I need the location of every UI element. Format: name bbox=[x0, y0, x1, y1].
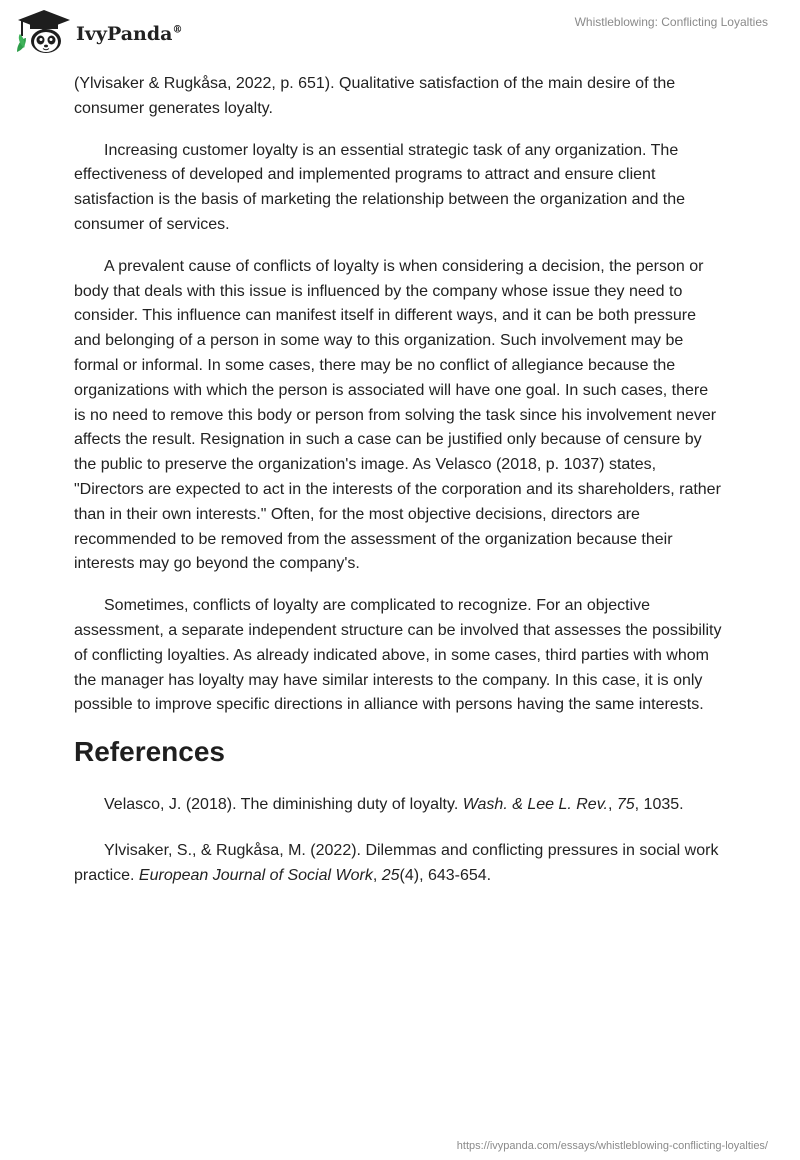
body-paragraph: (Ylvisaker & Rugkåsa, 2022, p. 651). Qualitative satisfaction of the main desire of the consumer generates loyalty. bbox=[74, 75, 676, 117]
document-title: Whistleblowing: Conflicting Loyalties bbox=[574, 15, 768, 29]
source-url[interactable]: https://ivypanda.com/essays/whistleblowing-conflicting-loyalties/ bbox=[456, 1140, 768, 1152]
body-paragraph: Sometimes, conflicts of loyalty are complicated to recognize. For an objective assessment, a separate independent structure can be involved that assesses the possibility of conflicting loyalties. As already indicated above, in some cases, third parties with whom the manager has loyalty may have similar interests to the company. In this case, it is only possible to improve specific directions in alliance with persons having the same interests. bbox=[74, 597, 722, 714]
ivypanda-logo[interactable] bbox=[14, 8, 182, 54]
essay-content bbox=[74, 72, 724, 910]
page-header bbox=[0, 0, 800, 66]
reference-item: Velasco, J. (2018). The diminishing duty of loyalty. Wash. & Lee L. Rev., 75, 1035. bbox=[104, 796, 684, 814]
logo-wordmark: IvyPanda® bbox=[76, 23, 183, 45]
panda-graduate-icon bbox=[14, 8, 70, 54]
body-paragraph: Increasing customer loyalty is an essential strategic task of any organization. The effectiveness of developed and implemented programs to attract and ensure client satisfaction is the basis of marketing the relationship between the organization and the consumer of services. bbox=[74, 141, 686, 233]
body-paragraph: A prevalent cause of conflicts of loyalty is when considering a decision, the person or body that deals with this issue is influenced by the company whose issue they need to consider. This influence can manifest itself in different ways, and it can be both pressure and belonging of a person in some way to this organization. Such involvement may be formal or informal. In some cases, there may be no conflict of allegiance because the organizations with which the person is associated will have one goal. In such cases, there is no need to remove this body or person from solving the task since his involvement never affects the result. Resignation in such a case can be justified only because of censure by the public to preserve the organization's image. As Velasco (2018, p. 1037) states, "Directors are expected to act in the interests of the corporation and its shareholders, rather than in their own interests." Often, for the most objective decisions, directors are recommended to be removed from the assessment of the organization because their interests may go beyond the company's. bbox=[74, 257, 721, 573]
reference-item: Ylvisaker, S., & Rugkåsa, M. (2022). Dilemmas and conflicting pressures in social work practice. European Journal of Social Work, 25(4), 643-654. bbox=[74, 841, 719, 884]
references-heading: References bbox=[74, 736, 225, 768]
